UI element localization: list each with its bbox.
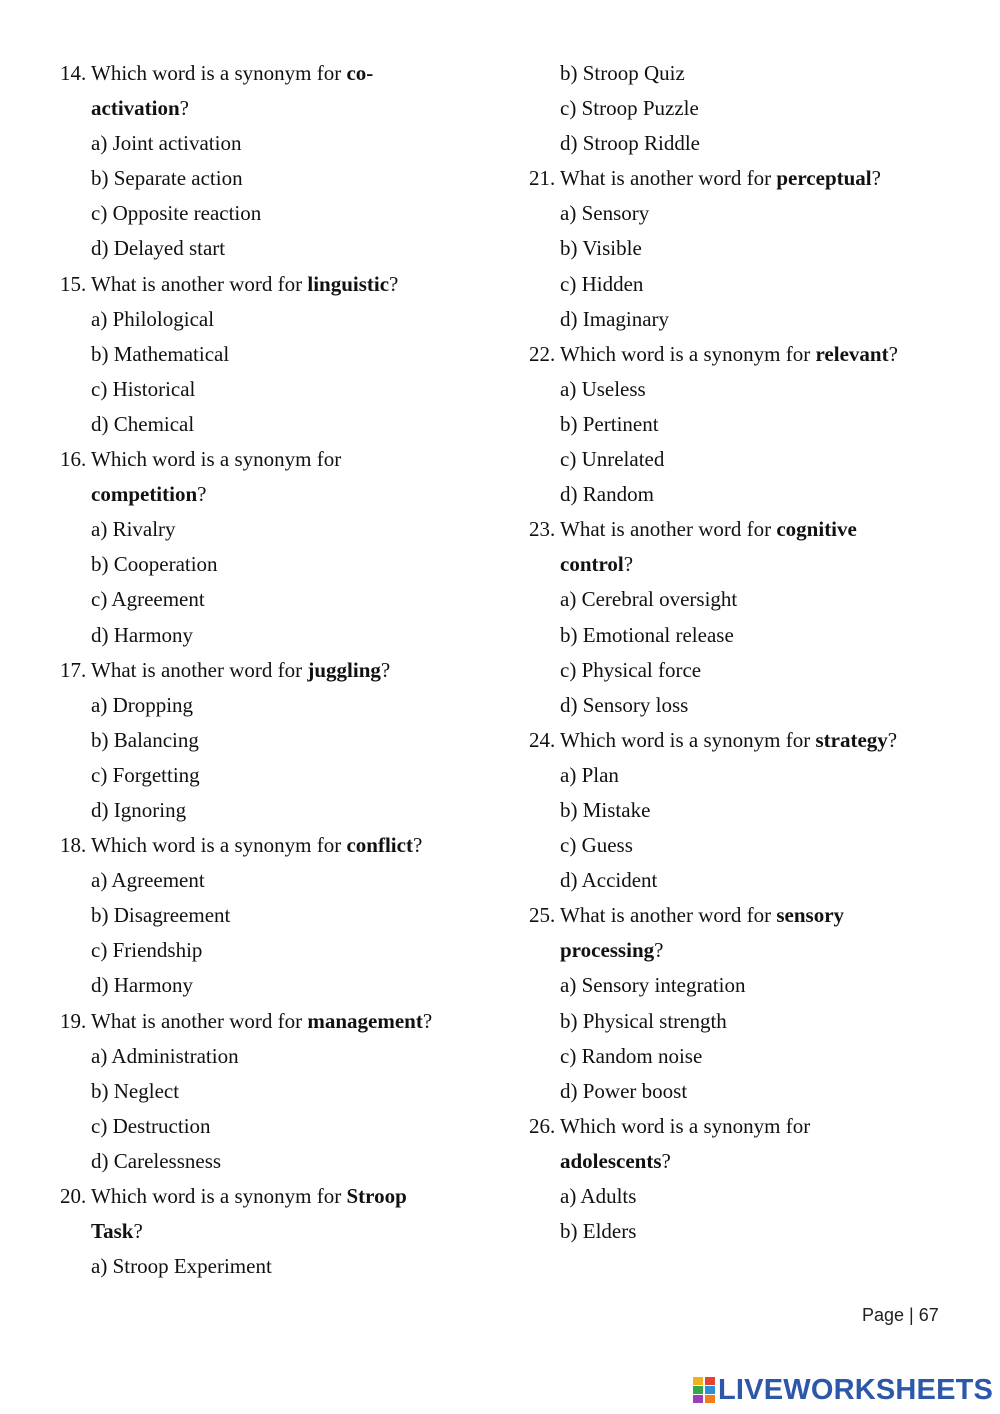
answer-option[interactable]: b) Neglect	[91, 1078, 180, 1103]
answer-option[interactable]: b) Emotional release	[560, 622, 734, 647]
question-number: 26.	[529, 1113, 556, 1138]
answer-option[interactable]: d) Chemical	[91, 411, 195, 436]
question-item	[60, 828, 500, 1003]
answer-option[interactable]: d) Sensory loss	[560, 692, 689, 717]
answer-option[interactable]: c) Guess	[560, 833, 633, 858]
question-text-part: What is another word for	[560, 903, 777, 928]
answer-option[interactable]: c) Agreement	[91, 587, 205, 612]
question-text	[91, 91, 500, 126]
question-keyword: adolescents	[560, 1148, 662, 1173]
question-item	[529, 161, 969, 336]
answer-option[interactable]: b) Elders	[560, 1219, 637, 1244]
question-keyword: strategy	[815, 727, 888, 752]
question-body	[560, 161, 969, 336]
question-text-part: ?	[380, 657, 391, 682]
answer-option[interactable]: a) Agreement	[91, 868, 205, 893]
answer-option[interactable]: d) Delayed start	[91, 236, 226, 261]
question-keyword: linguistic	[307, 271, 390, 296]
question-item	[529, 337, 969, 512]
question-keyword: activation	[91, 96, 180, 121]
answer-option[interactable]: b) Mistake	[560, 797, 651, 822]
answer-option[interactable]: d) Imaginary	[560, 306, 670, 331]
answer-option[interactable]: a) Useless	[560, 376, 646, 401]
question-number: 22.	[529, 341, 556, 366]
question-text-part: Which word is a synonym for	[91, 61, 347, 85]
question-body	[91, 1179, 500, 1284]
question-text	[560, 933, 969, 968]
question-keyword: sensory	[776, 903, 845, 928]
question-number: 14.	[60, 61, 87, 85]
question-body	[91, 267, 500, 442]
answer-option[interactable]: a) Sensory	[560, 201, 650, 226]
question-text-part: ?	[623, 552, 634, 577]
question-item	[529, 1109, 969, 1249]
answer-option[interactable]: a) Administration	[91, 1043, 239, 1068]
question-text	[91, 56, 500, 91]
question-keyword: cognitive	[776, 517, 857, 542]
answer-option[interactable]: c) Opposite reaction	[91, 201, 262, 226]
answer-option[interactable]: c) Friendship	[91, 938, 203, 963]
question-item	[529, 723, 969, 898]
question-text	[91, 1214, 500, 1249]
answer-option[interactable]: c) Unrelated	[560, 447, 665, 472]
answer-option[interactable]: a) Cerebral oversight	[560, 587, 738, 612]
answer-option[interactable]: b) Stroop Quiz	[560, 61, 685, 85]
question-body	[91, 56, 500, 267]
answer-option[interactable]: b) Physical strength	[560, 1008, 727, 1033]
answer-option[interactable]: d) Power boost	[560, 1078, 688, 1103]
answer-option[interactable]: d) Carelessness	[91, 1148, 222, 1173]
question-number: 21.	[529, 166, 556, 191]
answer-option[interactable]: a) Dropping	[91, 692, 194, 717]
question-body	[560, 337, 969, 512]
question-text	[91, 442, 500, 477]
question-text-part: What is another word for	[91, 657, 308, 682]
answer-option[interactable]: b) Cooperation	[91, 552, 218, 577]
answer-option[interactable]: c) Random noise	[560, 1043, 703, 1068]
answer-option[interactable]: d) Ignoring	[91, 797, 187, 822]
question-keyword: Task	[91, 1219, 134, 1244]
question-text	[560, 898, 969, 933]
answer-option[interactable]: b) Pertinent	[560, 411, 659, 436]
question-keyword: Stroop	[346, 1184, 407, 1208]
answer-option[interactable]: b) Balancing	[91, 727, 199, 752]
answer-option[interactable]: c) Historical	[91, 376, 196, 401]
question-item	[529, 898, 969, 1109]
question-body	[560, 898, 969, 1109]
question-item	[60, 1179, 500, 1284]
answer-option[interactable]: b) Visible	[560, 236, 642, 261]
question-item	[529, 512, 969, 723]
question-text	[91, 828, 500, 863]
liveworksheets-brand[interactable]	[693, 1374, 993, 1406]
question-text	[560, 1109, 969, 1144]
question-text-part: ?	[412, 833, 423, 858]
question-text	[91, 477, 500, 512]
question-keyword: control	[560, 552, 624, 577]
question-text	[560, 512, 969, 547]
question-keyword: management	[307, 1008, 423, 1033]
answer-option[interactable]: b) Disagreement	[91, 903, 231, 928]
question-text	[560, 161, 969, 196]
answer-option[interactable]: c) Hidden	[560, 271, 644, 296]
question-number: 24.	[529, 727, 556, 752]
brand-wordmark: LIVEWORKSHEETS	[718, 1373, 994, 1406]
question-text-part: What is another word for	[91, 1008, 308, 1033]
question-text-part: ?	[197, 482, 207, 507]
question-text	[560, 1144, 969, 1179]
question-number: 20.	[60, 1184, 87, 1208]
question-text	[91, 267, 500, 302]
question-item	[60, 442, 500, 653]
question-text-part: Which word is a synonym for	[91, 833, 347, 858]
answer-option[interactable]: c) Stroop Puzzle	[560, 96, 699, 121]
question-item	[60, 1004, 500, 1179]
answer-option[interactable]: a) Adults	[560, 1184, 637, 1208]
question-number: 15.	[60, 271, 87, 296]
question-text	[560, 723, 969, 758]
answer-option[interactable]: a) Plan	[560, 762, 619, 787]
question-text-part: ?	[133, 1219, 143, 1244]
answer-option[interactable]: a) Rivalry	[91, 517, 176, 542]
question-number: 19.	[60, 1008, 87, 1033]
question-keyword: juggling	[307, 657, 381, 682]
question-number: 17.	[60, 657, 87, 682]
question-item	[60, 56, 500, 267]
question-text-part: ?	[887, 727, 898, 752]
question-text-part: What is another word for	[91, 271, 308, 296]
question-text	[91, 1179, 500, 1214]
question-text-part: Which word is a synonym for	[560, 727, 816, 752]
liveworksheets-logo-icon	[693, 1377, 715, 1403]
question-text-part: ?	[389, 271, 399, 296]
question-text-part: Which word is a synonym for	[560, 341, 816, 366]
answer-option[interactable]: c) Destruction	[91, 1113, 211, 1138]
question-body	[560, 723, 969, 898]
answer-option[interactable]: b) Separate action	[91, 166, 243, 191]
question-text-part: What is another word for	[560, 517, 777, 542]
answer-option[interactable]: a) Sensory integration	[560, 973, 746, 998]
question-text-part: ?	[654, 938, 664, 963]
question-text-part: ?	[661, 1148, 671, 1173]
answer-option[interactable]: c) Forgetting	[91, 762, 200, 787]
question-body	[91, 1004, 500, 1179]
question-keyword: processing	[560, 938, 655, 963]
answer-option[interactable]: d) Accident	[560, 868, 658, 893]
question-keyword: co-	[346, 61, 374, 85]
answer-option[interactable]: b) Mathematical	[91, 341, 230, 366]
answer-option[interactable]: a) Philological	[91, 306, 215, 331]
question-text-part: ?	[888, 341, 898, 366]
answer-option[interactable]: d) Random	[560, 482, 654, 507]
question-text-part: Which word is a synonym for	[560, 1113, 811, 1138]
question-number: 23.	[529, 517, 556, 542]
question-text-part: Which word is a synonym for	[91, 1184, 347, 1208]
question-text-part: What is another word for	[560, 166, 777, 191]
question-text	[91, 653, 500, 688]
question-text-part: ?	[422, 1008, 433, 1033]
question-body	[91, 828, 500, 1003]
question-body	[560, 512, 969, 723]
question-keyword: relevant	[815, 341, 889, 366]
question-text	[560, 547, 969, 582]
question-text	[560, 337, 969, 372]
question-keyword: perceptual	[776, 166, 872, 191]
answer-option[interactable]: a) Stroop Experiment	[91, 1254, 272, 1279]
question-keyword: competition	[91, 482, 198, 507]
question-text-part: ?	[179, 96, 189, 121]
question-keyword: conflict	[346, 833, 413, 858]
page-number: Page | 67	[862, 1305, 939, 1325]
answer-option[interactable]: d) Stroop Riddle	[560, 131, 700, 156]
question-text-part: Which word is a synonym for	[91, 447, 342, 472]
question-body	[91, 442, 500, 653]
question-number: 16.	[60, 447, 87, 472]
question-item	[60, 653, 500, 828]
question-text-part: ?	[871, 166, 881, 191]
question-text	[91, 1004, 500, 1039]
question-body	[560, 1109, 969, 1249]
question-number: 25.	[529, 903, 556, 928]
right-column	[529, 56, 969, 1249]
question-number: 18.	[60, 833, 87, 858]
question-body	[91, 653, 500, 828]
answer-option[interactable]: d) Harmony	[91, 973, 194, 998]
answer-option[interactable]: c) Physical force	[560, 657, 702, 682]
left-column	[60, 56, 500, 1284]
answer-option[interactable]: d) Harmony	[91, 622, 194, 647]
answer-option[interactable]: a) Joint activation	[91, 131, 242, 156]
question-item	[60, 267, 500, 442]
